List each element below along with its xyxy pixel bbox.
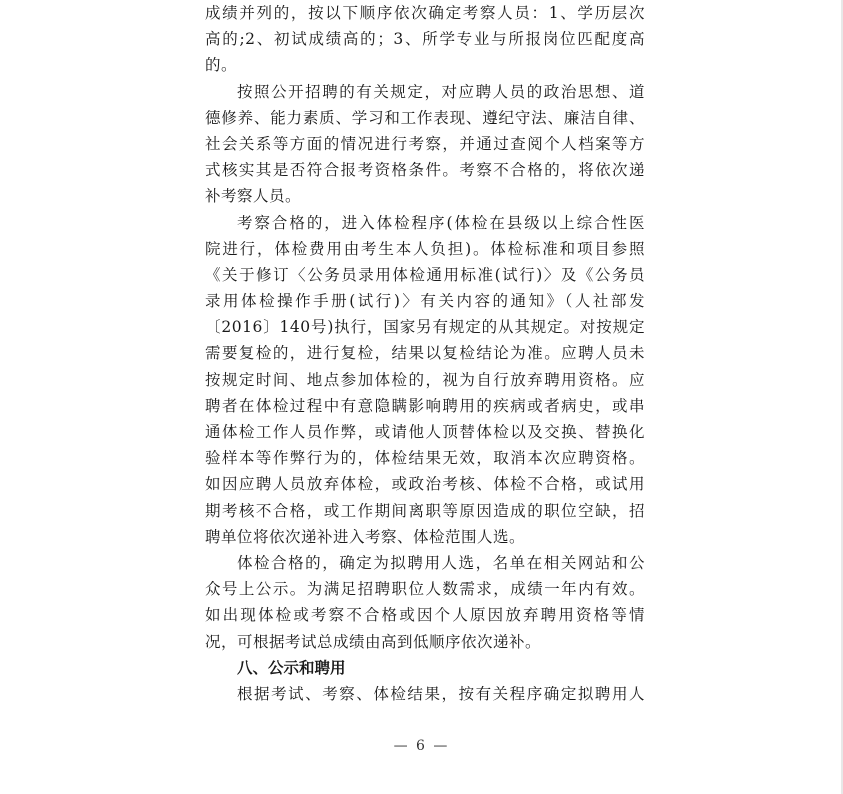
text-line: 成绩并列的，按以下顺序依次确定考察人员：1、学历层次 — [205, 4, 645, 22]
text-line: 体检合格的，确定为拟聘用人选，名单在相关网站和公 — [237, 553, 645, 572]
text-line: 的。 — [205, 56, 238, 75]
text-line: 按规定时间、地点参加体检的，视为自行放弃聘用资格。应 — [205, 370, 645, 389]
text-line: 社会关系等方面的情况进行考察，并通过查阅个人档案等方 — [205, 134, 645, 153]
text-line: 按照公开招聘的有关规定，对应聘人员的政治思想、道 — [237, 82, 645, 101]
text-line: 德修养、能力素质、学习和工作表现、遵纪守法、廉洁自律、 — [205, 108, 645, 127]
text-line: 考察合格的，进入体检程序(体检在县级以上综合性医 — [237, 213, 645, 232]
text-line: 聘单位将依次递补进入考察、体检范围人选。 — [205, 527, 526, 546]
text-line: 根据考试、考察、体检结果，按有关程序确定拟聘用人 — [237, 684, 645, 703]
text-line: 如因应聘人员放弃体检，或政治考核、体检不合格，或试用 — [205, 475, 645, 494]
text-line: 《关于修订〈公务员录用体检通用标准(试行)〉及《公务员 — [205, 265, 645, 284]
page-number: — 6 — — [393, 738, 450, 754]
document-body — [205, 0, 645, 707]
section-heading: 八、公示和聘用 — [237, 658, 346, 677]
text-line: 验样本等作弊行为的，体检结果无效，取消本次应聘资格。 — [205, 449, 645, 468]
text-line: 院进行，体检费用由考生本人负担)。体检标准和项目参照 — [205, 239, 645, 258]
text-line: 通体检工作人员作弊，或请他人顶替体检以及交换、替换化 — [205, 423, 645, 441]
text-line: 如出现体检或考察不合格或因个人原因放弃聘用资格等情 — [205, 606, 645, 625]
text-line: 录用体检操作手册(试行)〉有关内容的通知》（人社部发 — [205, 292, 645, 311]
text-line: 需要复检的，进行复检，结果以复检结论为准。应聘人员未 — [205, 344, 645, 363]
text-line: 况，可根据考试总成绩由高到低顺序依次递补。 — [205, 632, 542, 651]
text-line: 期考核不合格，或工作期间离职等原因造成的职位空缺，招 — [205, 501, 645, 520]
text-line: 众号上公示。为满足招聘职位人数需求，成绩一年内有效。 — [205, 580, 645, 599]
text-line: 式核实其是否符合报考资格条件。考察不合格的，将依次递 — [205, 161, 645, 180]
text-line: 高的;2、初试成绩高的；3、所学专业与所报岗位匹配度高 — [205, 30, 645, 49]
text-line: 聘者在体检过程中有意隐瞒影响聘用的疾病或者病史，或串 — [205, 396, 645, 415]
text-line: 〔2016〕140号)执行，国家另有规定的从其规定。对按规定 — [205, 318, 645, 337]
text-line: 补考察人员。 — [205, 187, 302, 206]
